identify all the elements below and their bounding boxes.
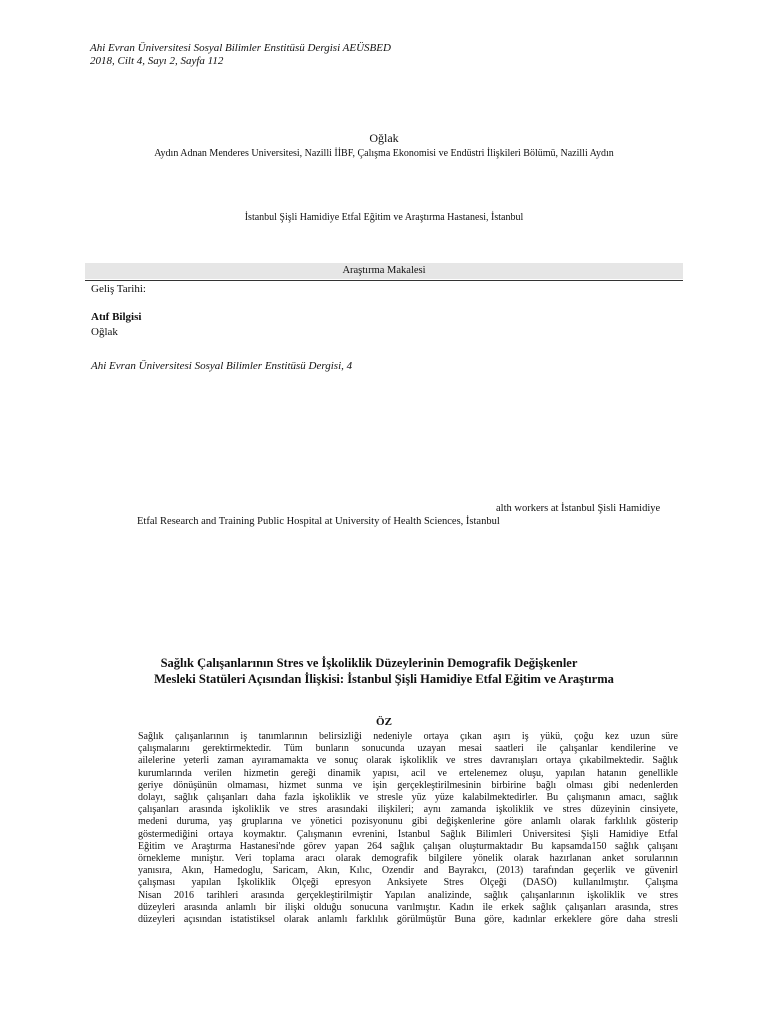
abstract-body [138, 731, 678, 926]
affiliation-2: İstanbul Şişli Hamidiye Etfal Eğitim ve Araştırma Hastanesi, İstanbul [244, 212, 524, 223]
affiliation-1: Aydın Adnan Menderes Universitesi, Nazilli İİBF, Çalışma Ekonomisi ve Endüstri İlişkileri Bölümü, Nazilli Aydın [154, 148, 614, 159]
abstract-line: düzeyleri arasında anlamlı bir ilişki olduğu sonucuna varılmıştır. Kadın ile erkek sağlık çalışanları arasında, stres [138, 901, 678, 913]
divider [85, 280, 683, 281]
citation-journal: Ahi Evran Üniversitesi Sosyal Bilimler Enstitüsü Dergisi, 4 [91, 360, 353, 372]
journal-name: Ahi Evran Üniversitesi Sosyal Bilimler Enstitüsü Dergisi AEÜSBED [90, 42, 391, 54]
english-affiliation-line-2: Etfal Research and Training Public Hospital at University of Health Sciences, İstanbul [137, 516, 500, 527]
abstract-line: çalışmalarını gerektirmektedir. Tüm bunların sonucunda uzayan mesai saatleri ile çalışanlar kendilerine ve [138, 743, 678, 755]
citation-author: Oğlak [91, 326, 118, 338]
abstract-line: Sağlık çalışanlarının iş tanımlarının belirsizliği nedeniyle ortaya çıkan aşırı iş yükü, çoğu kez uzun süre [138, 731, 678, 742]
abstract-line: yanısıra, Akın, Hamedoglu, Saricam, Akın, Kılıc, Ozendir and Bayrakcı, (2013) tarafından geçerlik ve güvenirl [138, 865, 678, 877]
abstract-line: göstermediğini ortaya koymaktır. Çalışmanın evrenini, İstanbul Sağlık Bilimleri Üniversitesi Şişli Hamidiye Etfal [138, 828, 678, 840]
author-name: Oğlak [369, 131, 399, 145]
article-title-line-2: Mesleki Statüleri Açısından İlişkisi: İstanbul Şişli Hamidiye Etfal Eğitim ve Araştırma [154, 672, 614, 686]
abstract-line: düzeyleri açısından istatistiksel olarak anlamlı farklılık görülmüştür Buna göre, kadınlar erkeklere göre daha stresli [138, 914, 678, 926]
abstract-line: kurumlarında verilen hizmetin gereği dinamik yapısı, acil ve ertelenemez oluşu, yapılan hatanın genellikle [138, 767, 678, 779]
citation-heading: Atıf Bilgisi [91, 311, 142, 323]
abstract-line: çalışması yapılan İşkoliklik Ölçeği epresyon Anksiyete Stres Ölçeği (DASÖ) kullanılmıştır. Çalışma [138, 877, 678, 889]
article-type-bar: Araştırma Makalesi [85, 263, 683, 279]
abstract-heading: ÖZ [376, 716, 392, 728]
abstract-line: medeni duruma, yaş gruplarına ve yönetici pozisyonunu gibi değişkenlerine göre anlamlı olarak farklılık gösterip [138, 816, 678, 828]
abstract-line: çalışanları arasında işkoliklik ve stres arasındaki ilişkileri; aynı zamanda işkoliklik ve stres düzeyinin cinsiyete, [138, 804, 678, 816]
english-affiliation-line-1: alth workers at İstanbul Şisli Hamidiye [496, 503, 661, 514]
abstract-line: Nisan 2016 tarihleri arasında gerçekleştirilmiştir Yapılan analizinde, sağlık çalışanlarının işkoliklik ve stres [138, 889, 678, 901]
abstract-line: Eğitim ve Araştırma Hastanesi'nde görev yapan 264 sağlık çalışan oluşturmaktadır Bu kapsamda150 sağlık çalışanı [138, 840, 678, 852]
abstract-line: dolayı, sağlık çalışanları daha fazla işkoliklik ve stresle yüz yüze kalabilmektedirler. Bu çalışmanın amacı, sağlık [138, 792, 678, 804]
abstract-line: ailelerine yeterli zaman ayıramamakta ve sonuç olarak işkoliklik ve stres davranışları ortaya çıkabilmektedir. Sağlık [138, 755, 678, 767]
article-title-line-1: Sağlık Çalışanlarının Stres ve İşkoliklik Düzeylerinin Demografik Değişkenler [160, 656, 578, 670]
abstract-line: örnekleme mıniştır. Veri toplama aracı olarak demografik bilgilere yönelik olarak hazırlanan anket sorularının [138, 853, 678, 865]
journal-header [90, 42, 391, 68]
received-date-label: Geliş Tarihi: [91, 283, 146, 295]
abstract-line: geriye dönüşünün olmaması, hizmet sunma ve işin gerçekleştirilmesinin birbirine bağlı olması gibi nedenlerden [138, 779, 678, 791]
journal-issue: 2018, Cilt 4, Sayı 2, Sayfa 112 [90, 55, 224, 67]
